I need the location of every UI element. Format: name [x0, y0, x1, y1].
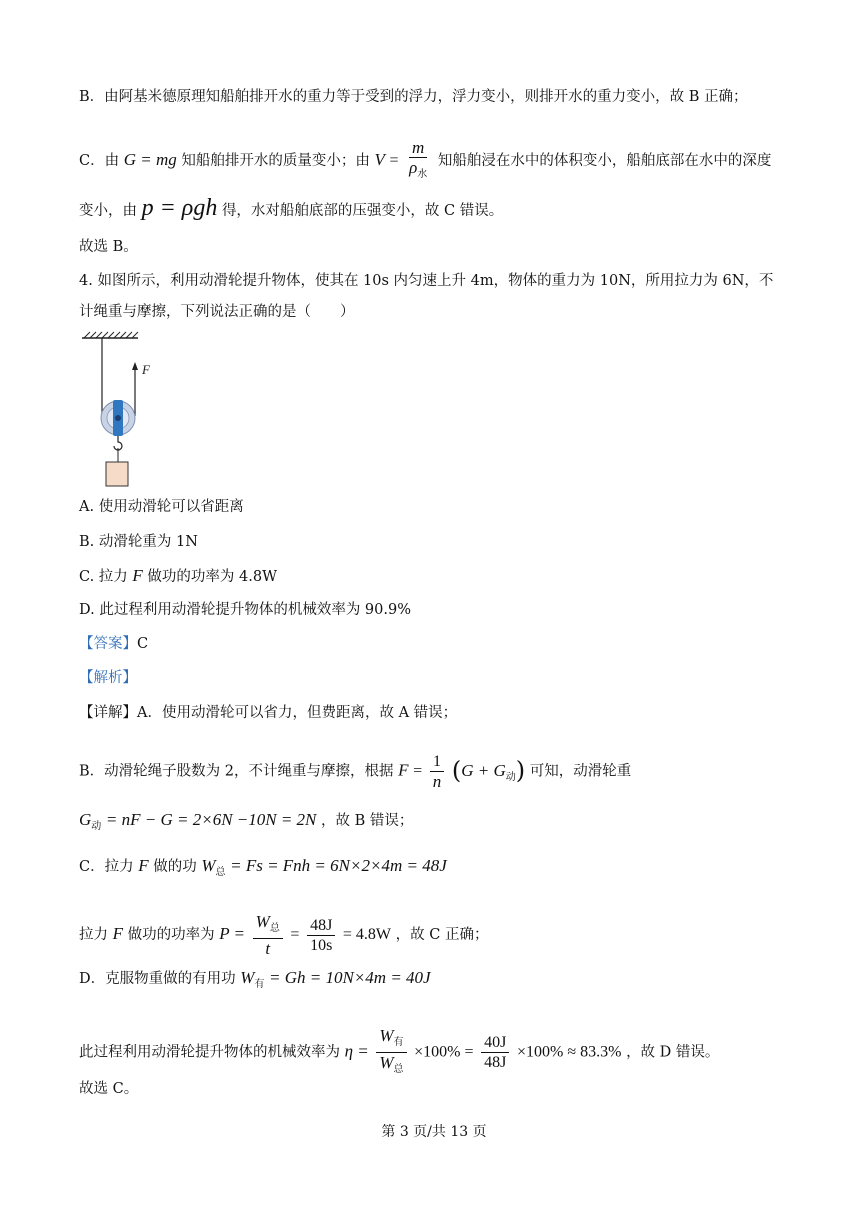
force-arrow-head	[132, 362, 138, 370]
formula-v: V	[374, 150, 385, 169]
text-line-b-prev: B．由阿基米德原理知船舶排开水的重力等于受到的浮力，浮力变小，则排开水的重力变小，故 B 正确；	[79, 89, 748, 105]
detail-c-line-1	[79, 856, 447, 883]
detail-d-text-1: D．克服物重做的有用功	[79, 971, 236, 987]
detail-c2-text-2: 做功的功率为	[127, 927, 215, 943]
pulley-axle	[115, 415, 121, 421]
text-choose-c: 故选 C。	[79, 1081, 139, 1097]
detail-b-line-2	[79, 810, 413, 837]
text-choose-b: 故选 B。	[79, 239, 138, 255]
formula-eq-3: =	[290, 926, 300, 943]
detail-tag: 【详解】	[79, 705, 137, 721]
frac-num-one: 1	[430, 752, 444, 772]
detail-c-text-2: 做的功	[153, 859, 197, 875]
weight-block	[106, 462, 128, 486]
detail-a-text: A．使用动滑轮可以省力，但费距离，故 A 错误；	[137, 705, 458, 721]
frac-num-40j: 40J	[481, 1033, 509, 1053]
detail-d2-text-1: 此过程利用动滑轮提升物体的机械效率为	[79, 1044, 340, 1061]
detail-b-text-1: B．动滑轮绳子股数为 2，不计绳重与摩擦，根据	[79, 763, 394, 780]
formula-48j-over-10s	[307, 916, 335, 955]
formula-f-c: F	[138, 856, 149, 875]
page-footer: 第 3 页/共 13 页	[381, 1124, 487, 1140]
formula-w-you-calc: = Gh = 10N×4m = 40J	[269, 968, 431, 987]
formula-m-over-rho	[406, 138, 430, 184]
formula-40j-over-48j	[481, 1033, 509, 1072]
detail-d-line-2	[79, 1026, 719, 1079]
text-line-c-prev-2	[79, 195, 504, 221]
frac-den-w-zong: $W_总$	[379, 1053, 404, 1075]
formula-w-you: $W_有$	[240, 968, 265, 990]
detail-c2-text-1: 拉力	[79, 927, 108, 943]
formula-times100: ×100% =	[414, 1043, 474, 1061]
frac-num-48j: 48J	[307, 916, 335, 936]
text-c-prev-1: C．由	[79, 153, 120, 169]
analysis-tag: 【解析】	[79, 670, 137, 686]
formula-g-dong: $G_动$	[79, 810, 102, 832]
answer-tag: 【答案】	[79, 636, 137, 652]
frac-den-10s: 10s	[310, 936, 333, 954]
detail-c-text-1: C．拉力	[79, 859, 134, 875]
option-c	[79, 566, 277, 587]
question-4-line-2: 计绳重与摩擦，下列说法正确的是（ ）	[79, 304, 355, 320]
detail-d2-text-2: ，故 D 错误。	[626, 1044, 720, 1061]
formula-w-zong: $W_总$	[201, 856, 226, 878]
text-c-prev-2: 知船舶排开水的质量变小；由	[181, 153, 370, 169]
formula-eta: η =	[344, 1041, 369, 1061]
detail-b-text-2: 可知，动滑轮重	[529, 763, 632, 780]
formula-f-c2: F	[112, 924, 123, 943]
text-line-c-prev	[79, 138, 771, 184]
option-a: A. 使用动滑轮可以省距离	[79, 499, 244, 515]
detail-c2-text-3: ，故 C 正确；	[395, 927, 489, 943]
pulley-figure	[80, 330, 170, 490]
frac-num-w-zong: $W_总$	[253, 912, 283, 939]
text-c-prev2-1: 变小，由	[79, 203, 137, 219]
formula-g-dong-calc: = nF − G = 2×6N −10N = 2N	[105, 810, 317, 829]
answer-line	[79, 634, 148, 654]
answer-value: C	[137, 636, 149, 652]
formula-f: F	[398, 760, 409, 780]
detail-d-line-1	[79, 968, 431, 995]
formula-w-calc: = Fs = Fnh = 6N×2×4m = 48J	[230, 856, 447, 875]
option-d: D. 此过程利用动滑轮提升物体的机械效率为 90.9%	[79, 602, 411, 618]
force-label-f: F	[142, 362, 150, 377]
ceiling-hatch	[82, 332, 138, 338]
formula-p: P =	[219, 924, 246, 943]
frac-num-w-you: $W_有$	[376, 1026, 406, 1053]
pulley-hook	[114, 436, 122, 450]
formula-p-rho-gh: p = ρgh	[141, 195, 218, 221]
question-4-line-1: 4. 如图所示，利用动滑轮提升物体，使其在 10s 内匀速上升 4m，物体的重力为 10N，所用拉力为 6N，不	[79, 273, 774, 289]
detail-b2-text: ，故 B 错误；	[321, 813, 414, 829]
detail-c-line-2	[79, 912, 488, 958]
formula-eq: =	[389, 152, 399, 169]
frac-num-m: m	[409, 138, 427, 158]
formula-g-plus-gdong: $G + G_动$	[461, 760, 516, 783]
text-c-prev-3: 知船舶浸在水中的体积变小，船舶底部在水中的深度	[437, 153, 772, 169]
formula-g-mg: G = mg	[123, 150, 177, 169]
formula-eq-2: =	[413, 762, 423, 780]
detail-a-line	[79, 703, 457, 723]
frac-den-48j: 48J	[484, 1054, 507, 1071]
formula-wyou-over-wzong	[376, 1026, 406, 1079]
frac-den-t: t	[265, 939, 271, 958]
option-b: B. 动滑轮重为 1N	[79, 534, 198, 550]
frac-den-n: n	[432, 772, 442, 791]
option-c-text-1: C. 拉力	[79, 569, 128, 585]
paren-open: (	[451, 756, 462, 785]
option-c-text-2: 做功的功率为 4.8W	[147, 569, 277, 585]
formula-approx: ×100% ≈ 83.3%	[516, 1043, 622, 1061]
option-c-f: F	[132, 566, 143, 585]
text-c-prev2-2: 得，水对船舶底部的压强变小，故 C 错误。	[221, 203, 504, 219]
detail-b-line-1	[79, 752, 631, 791]
formula-p-result: = 4.8W	[342, 926, 392, 943]
formula-one-over-n	[430, 752, 445, 791]
frac-den-rho: $\rho_水$	[409, 158, 428, 180]
formula-w-over-t	[253, 912, 283, 958]
paren-close: )	[515, 756, 526, 785]
